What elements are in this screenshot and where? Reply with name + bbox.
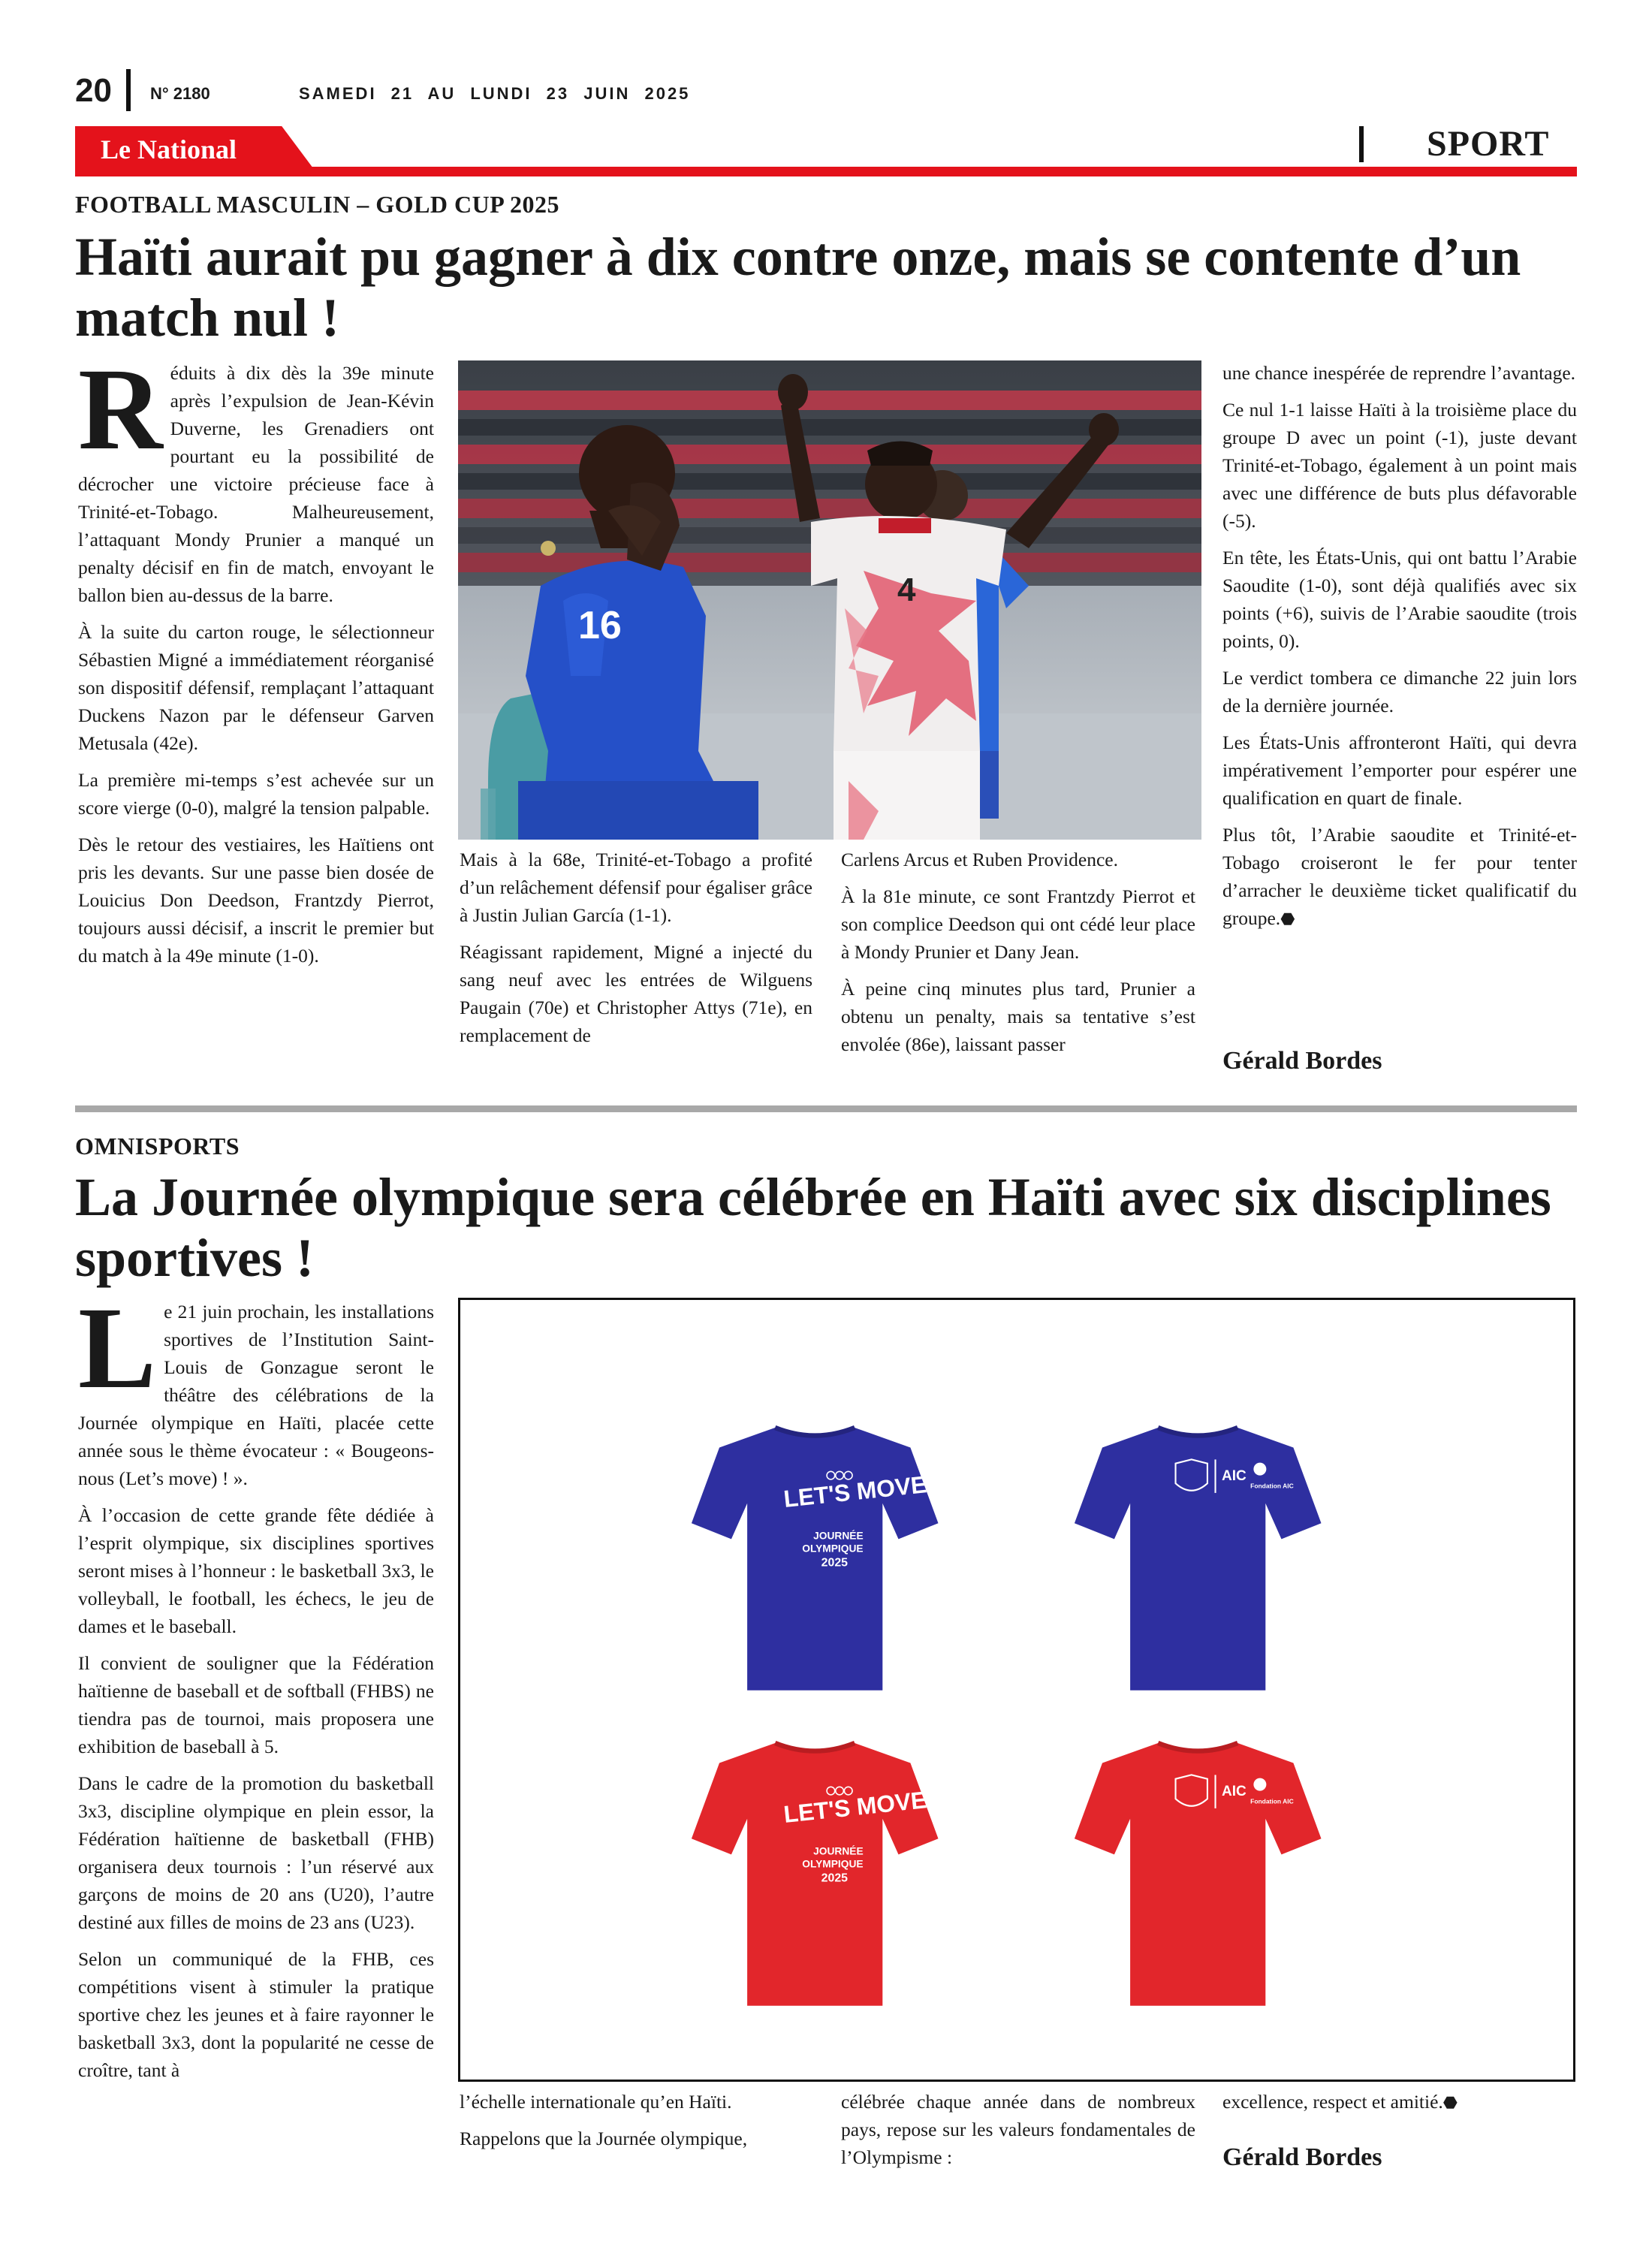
- page-number-separator: [126, 69, 131, 111]
- section-title: SPORT: [1427, 124, 1550, 164]
- paragraph: Ce nul 1-1 laisse Haïti à la troisième place du groupe D avec un point (-1), juste devant Trinité-et-Tobago, également à un point mais avec une différence de buts plus défavorable (-5).: [1222, 399, 1577, 532]
- svg-text:Fondation AIC: Fondation AIC: [1250, 1797, 1294, 1805]
- article2-kicker: OMNISPORTS: [75, 1133, 240, 1160]
- paragraph: [1222, 821, 1577, 933]
- paragraph: l’échelle internationale qu’en Haïti.: [460, 2091, 732, 2113]
- paragraph: célébrée chaque année dans de nombreux pays, repose sur les valeurs fondamentales de l’Olympisme :: [841, 2091, 1195, 2168]
- paragraph-text: excellence, respect et amitié.: [1222, 2091, 1443, 2113]
- article2-column-3: [841, 2088, 1195, 2180]
- section-separator: [1359, 126, 1364, 162]
- paragraph: Rappelons que la Journée olympique,: [460, 2128, 748, 2149]
- header-rule: [75, 167, 1577, 176]
- article-divider: [75, 1105, 1577, 1112]
- paragraph: [1222, 2088, 1577, 2116]
- red-shirt-front: [692, 1743, 939, 2006]
- article1-column-3: [841, 846, 1195, 1067]
- svg-text:AIC: AIC: [1222, 1467, 1247, 1484]
- svg-text:JOURNÉE: JOURNÉE: [813, 1845, 864, 1857]
- paragraph: Dès le retour des vestiaires, les Haïtiens ont pris les devants. Sur une passe bien dosée de Louicius Don Deedson, Frantzdy Pierrot, toujours aussi décisif, a inscrit le premier but du match à la 49e minute (1-0).: [78, 834, 434, 967]
- article2-column-4: [1222, 2088, 1577, 2125]
- paragraph: une chance inespérée de reprendre l’avantage.: [1222, 362, 1576, 384]
- svg-text:OLYMPIQUE: OLYMPIQUE: [802, 1858, 864, 1870]
- paragraph: e 21 juin prochain, les installations sportives de l’Institution Saint-Louis de Gonzague seront le théâtre des célébrations de la Journée olympique en Haïti, placée cette année sous le thème évocateur : « Bougeons-nous (Let’s move) ! ».: [78, 1301, 434, 1489]
- match-photo: [458, 360, 1201, 840]
- article1-kicker: FOOTBALL MASCULIN – GOLD CUP 2025: [75, 191, 560, 218]
- paragraph: À peine cinq minutes plus tard, Prunier a obtenu un penalty, mais sa tentative s’est envolée (86e), laissant passer: [841, 978, 1195, 1055]
- article1-column-4: [1222, 359, 1577, 942]
- svg-text:OLYMPIQUE: OLYMPIQUE: [802, 1543, 864, 1555]
- jersey-number-right: 4: [897, 572, 916, 608]
- paragraph: Mais à la 68e, Trinité-et-Tobago a profité d’un relâchement défensif pour égaliser grâce à Justin Julian García (1-1).: [460, 849, 812, 926]
- paragraph: Selon un communiqué de la FHB, ces compétitions visent à stimuler la pratique sportive chez les jeunes et à faire rayonner le basketball 3x3, dont la popularité ne cesse de croître, tant à: [78, 1948, 434, 2081]
- article1-column-1: [78, 344, 434, 979]
- article1-headline: Haïti aurait pu gagner à dix contre onze, mais se contente d’un match nul !: [75, 227, 1521, 348]
- paragraph: Carlens Arcus et Ruben Providence.: [841, 849, 1118, 870]
- paragraph: À la suite du carton rouge, le sélectionneur Sébastien Migné a immédiatement réorganisé son dispositif défensif, remplaçant l’attaquant Duckens Nazon par le défenseur Garven Metusala (42e).: [78, 621, 434, 754]
- paragraph: Réagissant rapidement, Migné a injecté du sang neuf avec les entrées de Wilguens Paugain (70e) et Christopher Attys (71e), en remplacement de: [460, 941, 812, 1046]
- end-mark-icon: ⬣: [1442, 2093, 1458, 2112]
- svg-text:2025: 2025: [821, 1556, 849, 1570]
- issue-date: SAMEDI 21 AU LUNDI 23 JUIN 2025: [299, 84, 691, 103]
- paragraph: En tête, les États-Unis, qui ont battu l’Arabie Saoudite (1-0), sont déjà qualifiés avec six points (+6), suivis de l’Arabie saoudite (trois points, 0).: [1222, 547, 1577, 652]
- svg-text:AIC: AIC: [1222, 1783, 1247, 1799]
- blue-shirt-back: [1075, 1428, 1322, 1691]
- paragraph: À l’occasion de cette grande fête dédiée à l’esprit olympique, six disciplines sportives seront mises à l’honneur : le basketball 3x3, le volleyball, le football, les échecs, le jeu de dames et le baseball.: [78, 1504, 434, 1637]
- newspaper-name: Le National: [101, 134, 237, 164]
- end-mark-icon: ⬣: [1280, 909, 1295, 928]
- article2-dropcap: L: [78, 1283, 157, 1413]
- issue-number: N° 2180: [150, 84, 210, 103]
- article2-column-1: [78, 1283, 434, 2093]
- article1-dropcap: R: [78, 344, 163, 474]
- olympic-day-shirts-image: [458, 1298, 1575, 2082]
- article1-column-2: [460, 846, 812, 1058]
- paragraph: La première mi-temps s’est achevée sur un score vierge (0-0), malgré la tension palpable.: [78, 769, 434, 819]
- paragraph: Le verdict tombera ce dimanche 22 juin lors de la dernière journée.: [1222, 667, 1577, 716]
- paragraph: éduits à dix dès la 39e minute après l’expulsion de Jean-Kévin Duverne, les Grenadiers ont pourtant eu la possibilité de décrocher une victoire précieuse face à Trinité-et-Tobago. Malheureusement, l’attaquant Mondy Prunier a manqué un penalty décisif en fin de match, envoyant le ballon bien au-dessus de la barre.: [78, 362, 434, 606]
- svg-text:Fondation AIC: Fondation AIC: [1250, 1482, 1294, 1490]
- jersey-number-left: 16: [578, 604, 622, 647]
- svg-text:JOURNÉE: JOURNÉE: [813, 1530, 864, 1542]
- svg-text:2025: 2025: [821, 1871, 849, 1885]
- page-number: 20: [75, 72, 112, 109]
- article1-byline: Gérald Bordes: [1222, 1047, 1382, 1075]
- red-shirt-back: [1075, 1743, 1322, 2006]
- article2-headline: La Journée olympique sera célébrée en Haïti avec six disciplines sportives !: [75, 1167, 1551, 1288]
- svg-text:LET'S MOVE: LET'S MOVE: [782, 1470, 928, 1513]
- paragraph: Les États-Unis affronteront Haïti, qui devra impérativement l’emporter pour espérer une qualification en quart de finale.: [1222, 731, 1577, 809]
- blue-shirt-front: [692, 1428, 939, 1691]
- paragraph: Il convient de souligner que la Fédération haïtienne de baseball et de softball (FHBS) ne tiendra pas de tournoi, mais proposera une exhibition de baseball à 5.: [78, 1652, 434, 1757]
- article2-byline: Gérald Bordes: [1222, 2143, 1382, 2171]
- paragraph: Dans le cadre de la promotion du basketball 3x3, discipline olympique en plein essor, la Fédération haïtienne de basketball (FHB) organisera deux tournois : l’un réservé aux garçons de moins de 20 ans (U20), l’autre destiné aux filles de moins de 23 ans (U23).: [78, 1772, 434, 1933]
- paragraph-text: Plus tôt, l’Arabie saoudite et Trinité-et-Tobago croiseront le fer pour tenter d’arracher le deuxième ticket qualificatif du groupe.: [1222, 824, 1577, 929]
- article2-column-2: [460, 2088, 812, 2161]
- paragraph: À la 81e minute, ce sont Frantzdy Pierrot et son complice Deedson qui ont cédé leur place à Mondy Prunier et Dany Jean.: [841, 885, 1195, 963]
- svg-text:LET'S MOVE: LET'S MOVE: [782, 1786, 928, 1828]
